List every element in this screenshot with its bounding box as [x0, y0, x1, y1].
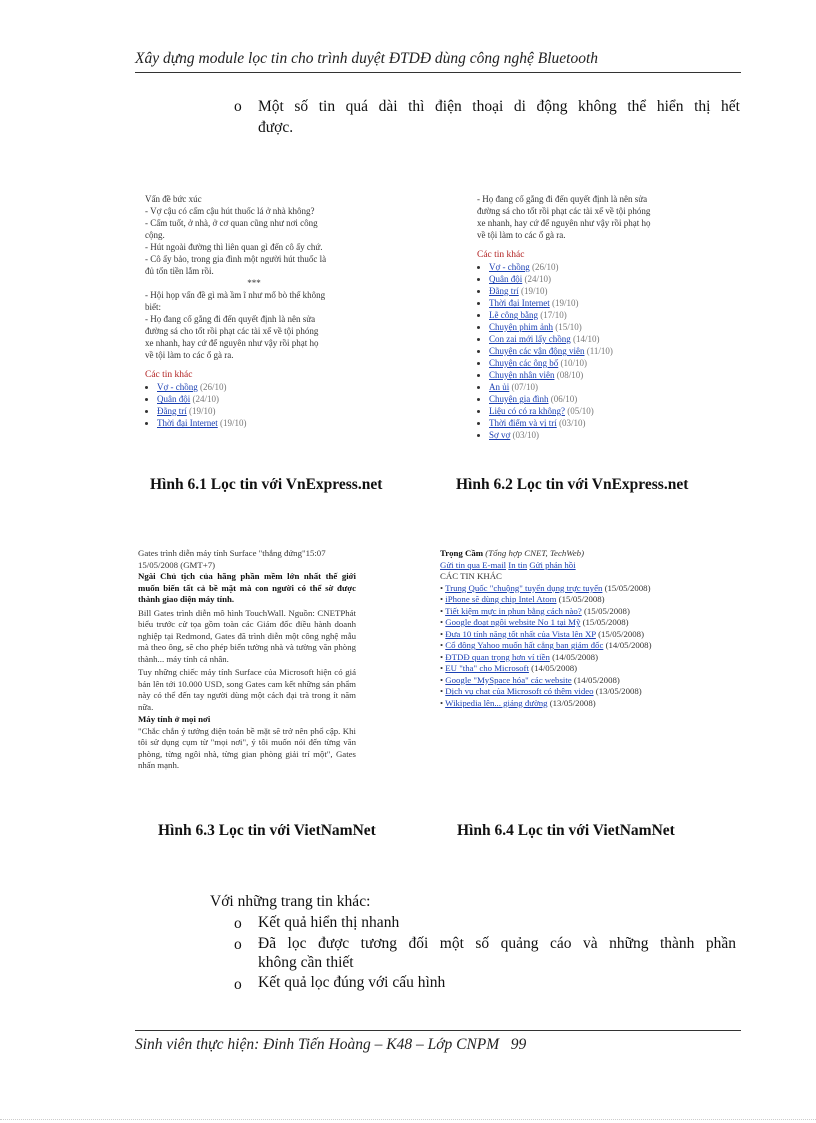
fig2-news-date: (08/10) — [556, 370, 584, 380]
fig4-section-title: CÁC TIN KHÁC — [440, 571, 502, 581]
fig2-news-date: (05/10) — [567, 406, 594, 416]
closing-bullet-2: Đã lọc được tương đối một số quảng cáo và những thành phần — [258, 935, 736, 952]
fig2-text-line: - Họ đang cố gắng đi đến quyết định là nên sửa — [477, 194, 648, 204]
fig3-subheading: Máy tính ở mọi nơi — [138, 714, 211, 724]
fig4-list-item: • iPhone sẽ dùng chip Intel Atom (15/05/2008) — [440, 594, 605, 604]
fig2-list-item — [489, 429, 692, 441]
fig1-text-line: - Hút ngoài đường thì liên quan gì đến cô ấy chứ. — [145, 242, 323, 252]
fig4-news-date: (15/05/2008) — [583, 605, 630, 616]
fig2-list-item — [489, 369, 692, 381]
intro-bullet-line1: Một số tin quá dài thì điện thoại di động không thể hiển thị hết — [258, 98, 740, 115]
fig4-news-date: (15/05/2008) — [604, 582, 651, 593]
page-header: Xây dựng module lọc tin cho trình duyệt ĐTDĐ dùng công nghệ Bluetooth — [135, 50, 599, 67]
fig4-news-link[interactable]: EU "tha" cho Microsoft — [445, 663, 529, 673]
fig2-news-date: (19/10) — [552, 298, 579, 308]
fig2-news-link[interactable]: Chuyện các ông bố — [489, 358, 559, 368]
fig1-news-date: (26/10) — [200, 382, 227, 392]
fig2-text-line: xe nhanh, hay cứ để nguyên như vậy rồi phạt họ — [477, 218, 651, 228]
fig4-news-link[interactable]: Wikipedia lên... giảng đường — [445, 697, 548, 708]
fig2-news-date: (06/10) — [550, 394, 578, 404]
fig1-text-line: xe nhanh, hay cứ để nguyên như vậy rồi phạt họ — [145, 338, 319, 348]
page-number: 99 — [510, 1036, 527, 1053]
closing-intro: Với những trang tin khác: — [210, 893, 371, 910]
fig4-list-item: • Tiết kiệm mực in phun bằng cách nào? (15/05/2008) — [440, 605, 630, 616]
fig4-news-date: (14/05/2008) — [531, 663, 578, 673]
figure-6-1 — [145, 193, 363, 460]
fig4-news-link[interactable]: Đưa 10 tính năng tốt nhất của Vista lên XP — [445, 628, 596, 639]
fig4-list-item: • Dịch vụ chat của Microsoft có thêm video (13/05/2008) — [440, 686, 642, 696]
fig2-news-link[interactable]: Quân đội — [489, 274, 523, 284]
fig4-action-link[interactable]: Gửi phản hồi — [529, 559, 576, 570]
fig4-news-link[interactable]: Tiết kiệm mực in phun bằng cách nào? — [445, 605, 582, 616]
fig4-news-link[interactable]: ĐTDĐ quan trọng hơn ví tiền — [445, 651, 550, 662]
fig4-news-date: (15/05/2008) — [582, 617, 629, 627]
fig2-list-item — [489, 261, 692, 273]
fig2-news-date: (17/10) — [540, 310, 567, 320]
fig2-list-item — [489, 345, 692, 357]
fig4-news-link[interactable]: Cổ đông Yahoo muốn hất cẳng ban giám đốc — [445, 640, 604, 650]
fig2-news-date: (07/10) — [511, 382, 538, 392]
fig1-news-link[interactable]: Thời đại Internet — [157, 418, 218, 428]
fig2-list-item — [489, 357, 692, 369]
fig4-news-date: (14/05/2008) — [573, 674, 620, 685]
fig1-list-item — [157, 381, 363, 393]
fig4-action-link[interactable]: Gửi tin qua E-mail — [440, 559, 507, 570]
figure-6-3-caption: Hình 6.3 Lọc tin với VietNamNet — [158, 822, 376, 839]
fig2-news-link[interactable]: Vợ - chồng — [489, 262, 530, 272]
fig4-news-date: (13/05/2008) — [595, 686, 642, 696]
fig2-news-link[interactable]: Thời đại Internet — [489, 298, 550, 308]
fig2-news-date: (14/10) — [573, 334, 600, 344]
fig4-list-item: • Trung Quốc "chuộng" tuyển dụng trực tuyến (15/05/2008) — [440, 582, 651, 593]
fig1-list-item — [157, 405, 363, 417]
fig1-text-line: đường sá cho tốt rồi phạt các tài xế về tội phóng — [145, 326, 319, 336]
bottom-dotted-rule — [0, 1119, 816, 1120]
fig2-news-date: (11/10) — [586, 346, 613, 356]
fig2-news-link[interactable]: Con zai mới lấy chồng — [489, 334, 571, 344]
fig4-list-item: • EU "tha" cho Microsoft (14/05/2008) — [440, 663, 578, 673]
fig1-text-line: - Họ đang cố gắng đi đến quyết định là nên sửa — [145, 314, 316, 324]
fig2-list-item — [489, 393, 692, 405]
figure-6-2-caption: Hình 6.2 Lọc tin với VnExpress.net — [456, 476, 689, 493]
fig4-author: Trọng Cầm — [440, 548, 484, 558]
fig1-news-link[interactable]: Vợ - chồng — [157, 382, 198, 392]
fig1-section-title: Các tin khác — [145, 370, 193, 380]
fig2-section-title: Các tin khác — [477, 250, 525, 260]
fig2-list-item — [489, 309, 692, 321]
header-rule — [135, 72, 741, 73]
fig2-list-item — [489, 273, 692, 285]
bullet-marker: o — [234, 98, 242, 115]
fig4-news-date: (15/05/2008) — [558, 594, 605, 604]
fig4-list-item: • Google đoạt ngôi website No 1 tại Mỹ (15/05/2008) — [440, 617, 629, 627]
footer-text: Sinh viên thực hiện: Đinh Tiến Hoàng – K48 – Lớp CNPM — [135, 1036, 500, 1053]
fig2-news-date: (24/10) — [524, 274, 551, 284]
page-footer — [135, 1036, 526, 1054]
fig4-news-link[interactable]: Google "MySpace hóa" các website — [445, 674, 572, 685]
fig4-news-link[interactable]: Trung Quốc "chuộng" tuyển dụng trực tuyến — [445, 582, 603, 593]
fig4-list-item: • Cổ đông Yahoo muốn hất cẳng ban giám đốc (14/05/2008) — [440, 640, 652, 650]
fig2-news-link[interactable]: Chuyện các vận động viên — [489, 346, 585, 356]
fig2-news-link[interactable]: Lẽ công bằng — [489, 310, 538, 320]
fig2-news-link[interactable]: Chuyện gia đình — [489, 394, 549, 404]
fig1-list-item — [157, 393, 363, 405]
fig1-text-line: - Hội họp vấn đề gì mà ầm ĩ như mổ bò thế không — [145, 290, 326, 300]
fig2-list-item — [489, 381, 692, 393]
fig1-news-date: (19/10) — [220, 418, 247, 428]
intro-bullet-line2: được. — [258, 119, 294, 136]
fig4-news-link[interactable]: iPhone sẽ dùng chip Intel Atom — [445, 594, 557, 604]
fig2-list-item — [489, 321, 692, 333]
figure-6-4-caption: Hình 6.4 Lọc tin với VietNamNet — [457, 822, 675, 839]
fig4-list-item: • Đưa 10 tính năng tốt nhất của Vista lên XP (15/05/2008) — [440, 628, 645, 639]
fig4-news-date: (15/05/2008) — [598, 628, 645, 639]
fig2-list-item — [489, 297, 692, 309]
fig4-source: (Tổng hợp CNET, TechWeb) — [485, 548, 584, 558]
fig4-news-link[interactable]: Google đoạt ngôi website No 1 tại Mỹ — [445, 617, 581, 627]
footer-rule — [135, 1030, 741, 1031]
fig2-news-date: (10/10) — [560, 358, 587, 368]
fig4-action-link[interactable]: In tin — [508, 559, 528, 570]
fig3-lead: Ngài Chủ tịch của hãng phần mềm lớn nhất thế giới muốn biến tất cả bề mặt mà con người có thể sờ được thành giao diện máy tính. — [138, 571, 356, 604]
bullet-marker: o — [234, 936, 242, 953]
figure-6-2 — [477, 193, 692, 465]
fig2-list-item — [489, 333, 692, 345]
fig1-news-link[interactable]: Đãng trí — [157, 406, 187, 416]
fig3-paragraph-3: "Chắc chắn ý tưởng điện toán bề mặt sẽ trở nên phổ cập. Khi tôi sử dụng cụm từ "mọi nơi", ý tôi muốn nói đến từng văn phòng, từng ngôi nhà, từng gian phòng giải trí một", Gates nhấn mạnh. — [138, 725, 356, 770]
fig2-news-date: (19/10) — [521, 286, 548, 296]
closing-bullet-3: Kết quả lọc đúng với cấu hình — [258, 974, 446, 991]
fig1-text-line: đủ tốn tiền lắm rồi. — [145, 266, 214, 276]
fig1-text-line: về tội làm to các ổ gà ra. — [145, 350, 234, 360]
fig2-news-link[interactable]: Liệu có có ra không? — [489, 406, 565, 416]
fig3-paragraph-2: Tuy những chiếc máy tính Surface của Microsoft hiện có giá bán lên tới 10.000 USD, song Gates cam kết những sản phẩm này có thể đến tay người dùng một cách đại trà trong ít năm nữa. — [138, 667, 356, 712]
fig2-text-line: về tội làm to các ổ gà ra. — [477, 230, 566, 240]
closing-bullet-2-cont: không cần thiết — [258, 954, 354, 971]
fig1-text-line: biết: — [145, 302, 161, 312]
fig1-text-line: - Cô ấy bảo, trong gia đình một người hút thuốc là — [145, 254, 327, 264]
fig2-news-date: (03/10) — [512, 430, 540, 440]
fig1-news-date: (24/10) — [192, 394, 219, 404]
fig4-list-item: • Wikipedia lên... giảng đường (13/05/2008) — [440, 697, 596, 708]
fig2-news-link[interactable]: Chuyện phim ảnh — [489, 322, 553, 332]
fig3-paragraph-1: Bill Gates trình diễn mô hình TouchWall. Nguồn: CNETPhát biểu trước cử tọa gồm toàn các Giám đốc điều hành doanh nghiệp tại Redmond, Gates đã trình diễn một công nghệ mẫu mà theo ông, sẽ cho phép biến tường nhà và tường văn phòng thành... máy tính cá nhân. — [138, 607, 356, 664]
fig1-text-line: cộng. — [145, 230, 165, 240]
fig1-list-item — [157, 417, 363, 429]
fig4-list-item: • Google "MySpace hóa" các website (14/05/2008) — [440, 674, 620, 685]
fig1-text-line: - Vợ cậu có cấm cậu hút thuốc lá ở nhà không? — [145, 206, 315, 216]
closing-bullet-1: Kết quả hiển thị nhanh — [258, 914, 400, 931]
fig1-news-link[interactable]: Quân đội — [157, 394, 191, 404]
fig2-news-link[interactable]: Sợ vợ — [489, 430, 511, 440]
fig2-news-date: (15/10) — [555, 322, 582, 332]
fig2-news-link[interactable]: An ủi — [489, 382, 510, 392]
fig2-list-item — [489, 405, 692, 417]
fig2-news-link[interactable]: Đãng trí — [489, 286, 519, 296]
bullet-marker: o — [234, 915, 242, 932]
bullet-marker: o — [234, 976, 242, 993]
fig2-news-link[interactable]: Chuyện nhân viên — [489, 370, 555, 380]
figure-6-3 — [138, 548, 356, 812]
fig1-news-date: (19/10) — [189, 406, 216, 416]
fig4-news-date: (14/05/2008) — [605, 640, 652, 650]
fig3-article-title: Gates trình diễn máy tính Surface "thắng đứng"15:07 15/05/2008 (GMT+7) — [138, 548, 326, 570]
fig2-list-item — [489, 417, 692, 429]
fig2-news-link[interactable]: Thời điểm và vị trí — [489, 418, 557, 428]
fig1-text-line: Vấn đề bức xúc — [145, 194, 202, 204]
fig4-news-date: (13/05/2008) — [549, 697, 596, 708]
fig2-news-date: (26/10) — [532, 262, 559, 272]
fig4-list-item: • ĐTDĐ quan trọng hơn ví tiền (14/05/2008) — [440, 651, 599, 662]
figure-6-1-caption: Hình 6.1 Lọc tin với VnExpress.net — [150, 476, 383, 493]
fig4-news-link[interactable]: Dịch vụ chat của Microsoft có thêm video — [445, 686, 594, 696]
fig4-news-date: (14/05/2008) — [552, 651, 599, 662]
fig2-news-date: (03/10) — [559, 418, 586, 428]
figure-6-4 — [440, 548, 658, 812]
fig2-text-line: đường sá cho tốt rồi phạt các tài xế về tội phóng — [477, 206, 651, 216]
fig1-text-line: *** — [247, 278, 261, 288]
fig2-list-item — [489, 285, 692, 297]
fig1-text-line: - Cấm tuốt, ở nhà, ở cơ quan cũng như nơi công — [145, 218, 318, 228]
